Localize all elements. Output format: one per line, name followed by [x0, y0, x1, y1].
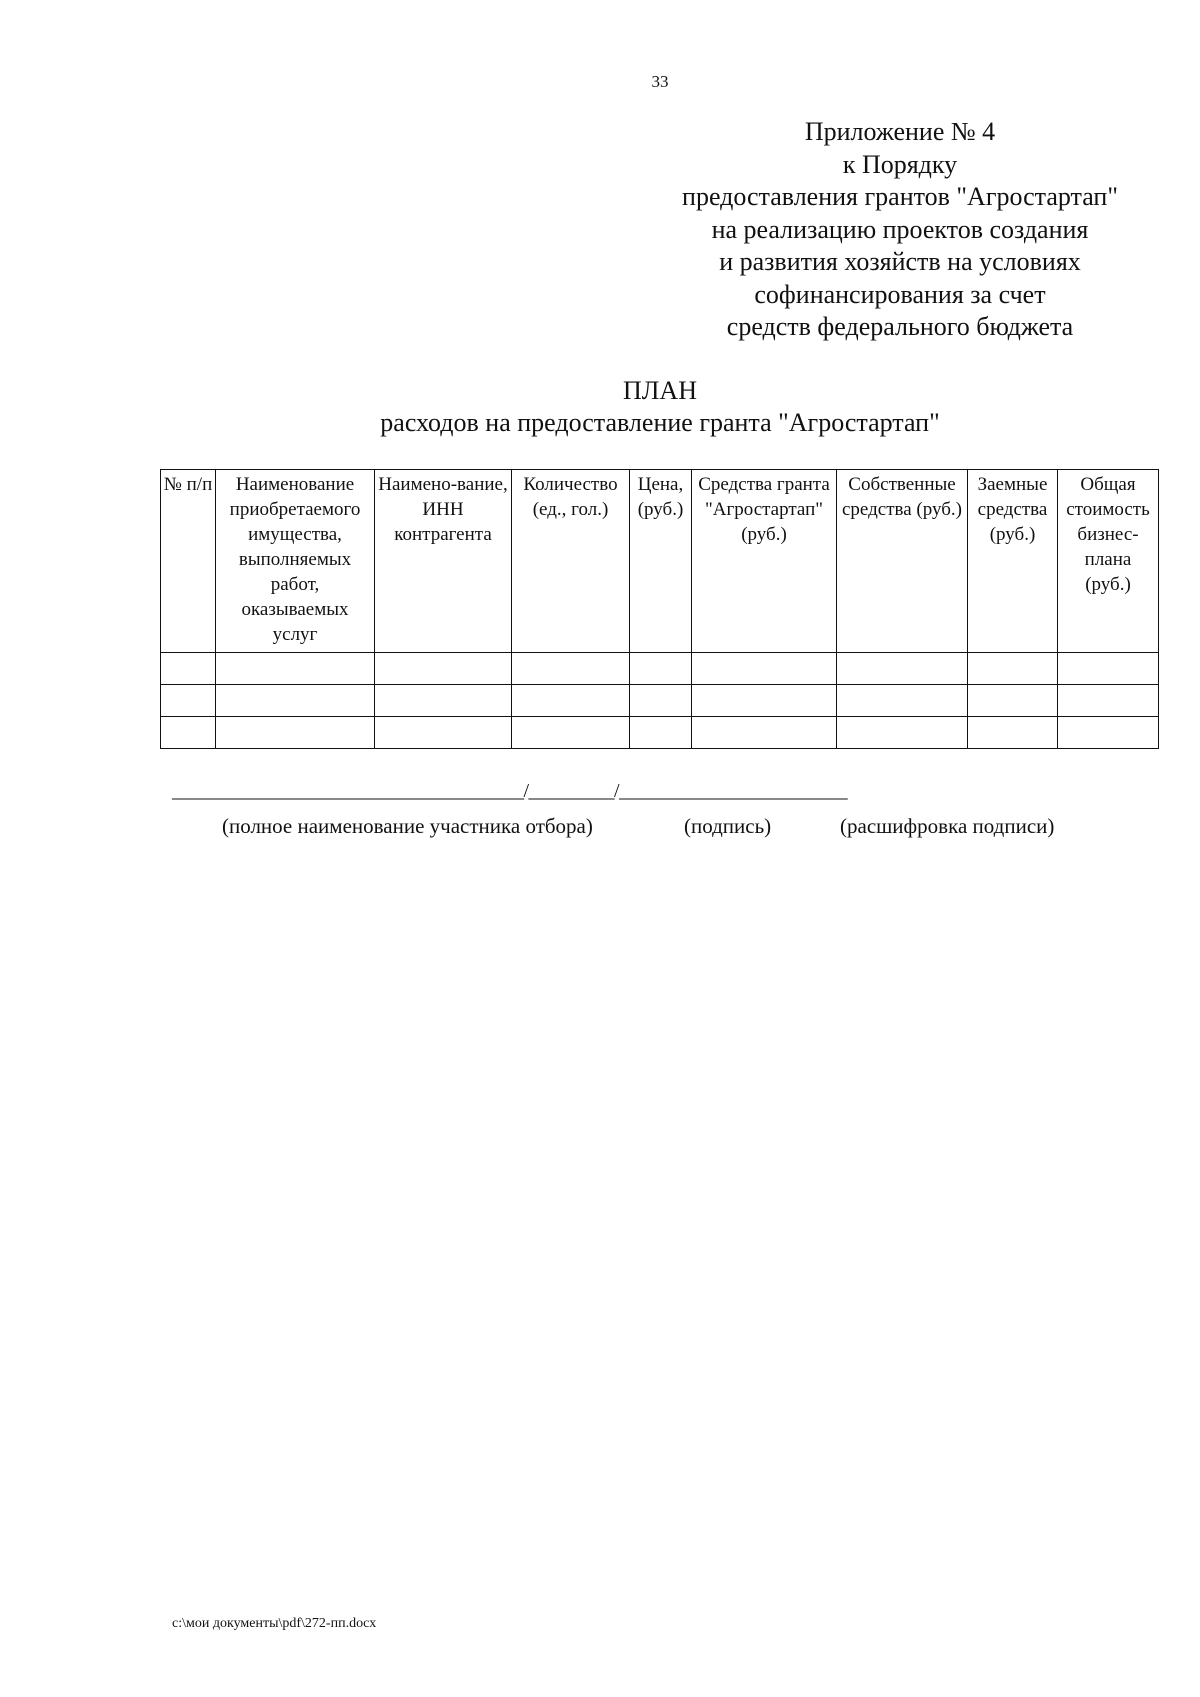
table-cell [1058, 717, 1159, 749]
column-header-borrowed-funds: Заемные средства (руб.) [968, 470, 1058, 653]
plan-subtitle: расходов на предоставление гранта "Агростартап" [380, 408, 940, 437]
annex-header [640, 116, 1160, 344]
table-cell [161, 685, 216, 717]
participant-name-caption: (полное наименование участника отбора) [222, 814, 593, 838]
column-header-own-funds: Собственные средства (руб.) [837, 470, 968, 653]
expenses-table [160, 469, 1159, 749]
table-cell [692, 653, 837, 685]
annex-line: Приложение № 4 [804, 117, 996, 146]
column-header-price: Цена, (руб.) [630, 470, 692, 653]
table-row [161, 717, 1159, 749]
annex-line: предоставления грантов "Агростартап" [682, 182, 1118, 211]
table-cell [1058, 653, 1159, 685]
table-cell [216, 653, 375, 685]
table-cell [161, 717, 216, 749]
table-cell [1058, 685, 1159, 717]
table-row [161, 685, 1159, 717]
table-cell [837, 653, 968, 685]
table-cell [692, 717, 837, 749]
page-number: 33 [651, 72, 669, 91]
signature-line: _____________________________________/_________/________________________ [172, 780, 848, 802]
signature-caption: (подпись) [684, 814, 772, 838]
table-cell [375, 685, 512, 717]
column-header-grant-funds: Средства гранта "Агростартап" (руб.) [692, 470, 837, 653]
signature-decryption-caption: (расшифровка подписи) [840, 814, 1055, 838]
footer-file-path: c:\мои документы\pdf\272-пп.docx [172, 1616, 377, 1631]
column-header-number: № п/п [161, 470, 216, 653]
table-row [161, 653, 1159, 685]
column-header-item-name: Наименование приобретаемого имущества, выполняемых работ, оказываемых услуг [216, 470, 375, 653]
annex-line: средств федерального бюджета [726, 312, 1074, 341]
annex-line: и развития хозяйств на условиях [719, 247, 1081, 276]
table-cell [630, 685, 692, 717]
plan-title-block [160, 375, 1160, 439]
column-header-total-cost: Общая стоимость бизнес-плана (руб.) [1058, 470, 1159, 653]
column-header-counterparty: Наимено-вание, ИНН контрагента [375, 470, 512, 653]
table-cell [512, 717, 630, 749]
table-cell [968, 653, 1058, 685]
table-cell [512, 653, 630, 685]
table-cell [630, 717, 692, 749]
annex-line: на реализацию проектов создания [711, 214, 1089, 244]
annex-line: к Порядку [842, 149, 958, 179]
annex-line: софинансирования за счет [754, 279, 1046, 309]
table-cell [968, 685, 1058, 717]
table-cell [968, 717, 1058, 749]
table-cell [375, 717, 512, 749]
table-cell [375, 653, 512, 685]
column-header-quantity: Количество (ед., гол.) [512, 470, 630, 653]
table-cell [216, 685, 375, 717]
table-cell [837, 717, 968, 749]
table-cell [837, 685, 968, 717]
table-cell [216, 717, 375, 749]
table-cell [630, 653, 692, 685]
table-header-row [161, 470, 1159, 653]
plan-title: ПЛАН [623, 376, 697, 405]
table-cell [161, 653, 216, 685]
table-cell [692, 685, 837, 717]
table-cell [512, 685, 630, 717]
